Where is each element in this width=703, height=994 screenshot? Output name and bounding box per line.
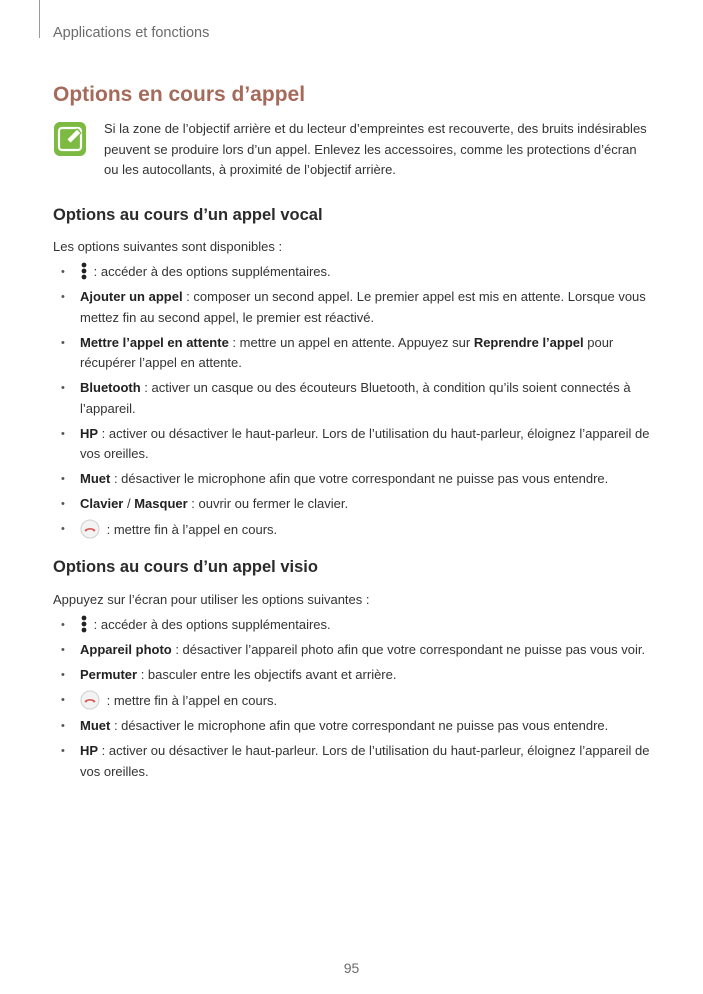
- list-item: • : mettre fin à l’appel en cours.: [53, 690, 653, 712]
- option-label: Masquer: [134, 496, 188, 511]
- running-header: Applications et fonctions: [53, 25, 210, 41]
- end-call-icon: [80, 519, 100, 539]
- more-options-icon: [80, 615, 88, 633]
- option-label: Muet: [80, 718, 111, 733]
- option-label: HP: [80, 743, 99, 758]
- option-label: Permuter: [80, 667, 138, 682]
- list-item: • Bluetooth : activer un casque ou des écouteurs Bluetooth, à condition qu’ils soient connectés à l’appareil.: [61, 380, 631, 416]
- list-item: • HP : activer ou désactiver le haut-parleur. Lors de l’utilisation du haut-parleur, éloignez l’appareil de vos oreilles.: [61, 743, 650, 779]
- list-item: • : mettre fin à l’appel en cours.: [53, 519, 653, 541]
- list-item: • Muet : désactiver le microphone afin que votre correspondant ne puisse pas vous entendre.: [61, 471, 609, 486]
- note-box: [53, 119, 653, 181]
- option-label: Muet: [80, 471, 111, 486]
- end-call-icon: [80, 690, 100, 710]
- voice-call-intro: Les options suivantes sont disponibles :: [53, 239, 283, 254]
- option-label: Clavier: [80, 496, 124, 511]
- option-label: Reprendre l’appel: [473, 334, 584, 350]
- option-label: Ajouter un appel: [80, 289, 183, 304]
- page-number: 95: [343, 960, 360, 976]
- list-item: • Clavier / Masquer : ouvrir ou fermer le clavier.: [61, 496, 349, 511]
- page-margin-rule: [39, 0, 40, 38]
- list-item: • Muet : désactiver le microphone afin que votre correspondant ne puisse pas vous entendre.: [61, 718, 609, 733]
- list-item: • : accéder à des options supplémentaires.: [61, 264, 331, 279]
- option-label: Appareil photo: [80, 642, 172, 657]
- video-call-heading: Options au cours d’un appel visio: [53, 558, 318, 576]
- note-pencil-icon: [53, 121, 87, 157]
- list-item: • Appareil photo : désactiver l’appareil photo afin que votre correspondant ne puisse pas vous voir.: [61, 642, 646, 657]
- list-item: • Ajouter un appel : composer un second appel. Le premier appel est mis en attente. Lorsque vous mettez fin au second appel, le premier est réactivé.: [61, 289, 646, 325]
- list-item: • HP : activer ou désactiver le haut-parleur. Lors de l’utilisation du haut-parleur, éloignez l’appareil de vos oreilles.: [61, 425, 650, 461]
- list-item: • Permuter : basculer entre les objectifs avant et arrière.: [61, 667, 397, 682]
- option-label: Bluetooth: [80, 380, 141, 395]
- list-item: • Mettre l’appel en attente : mettre un appel en attente. Appuyez sur Reprendre l’appel pour récupérer l’appel en attente.: [61, 334, 614, 370]
- section-title: Options en cours d’appel: [53, 83, 306, 106]
- list-item: • : accéder à des options supplémentaires.: [61, 617, 331, 632]
- video-call-intro: Appuyez sur l’écran pour utiliser les options suivantes :: [53, 592, 370, 607]
- more-options-icon: [80, 262, 88, 280]
- voice-call-heading: Options au cours d’un appel vocal: [53, 206, 323, 224]
- voice-call-options-list: [53, 262, 653, 545]
- option-label: HP: [80, 425, 99, 441]
- option-label: Mettre l’appel en attente: [80, 334, 229, 350]
- note-text: Si la zone de l’objectif arrière et du lecteur d’empreintes est recouverte, des bruits indésirables peuvent se produire lors d’un appel. Enlevez les accessoires, comme les protections d’écran ou les autocollants, à proximité de l’objectif arrière.: [104, 121, 647, 177]
- video-call-options-list: [53, 615, 653, 787]
